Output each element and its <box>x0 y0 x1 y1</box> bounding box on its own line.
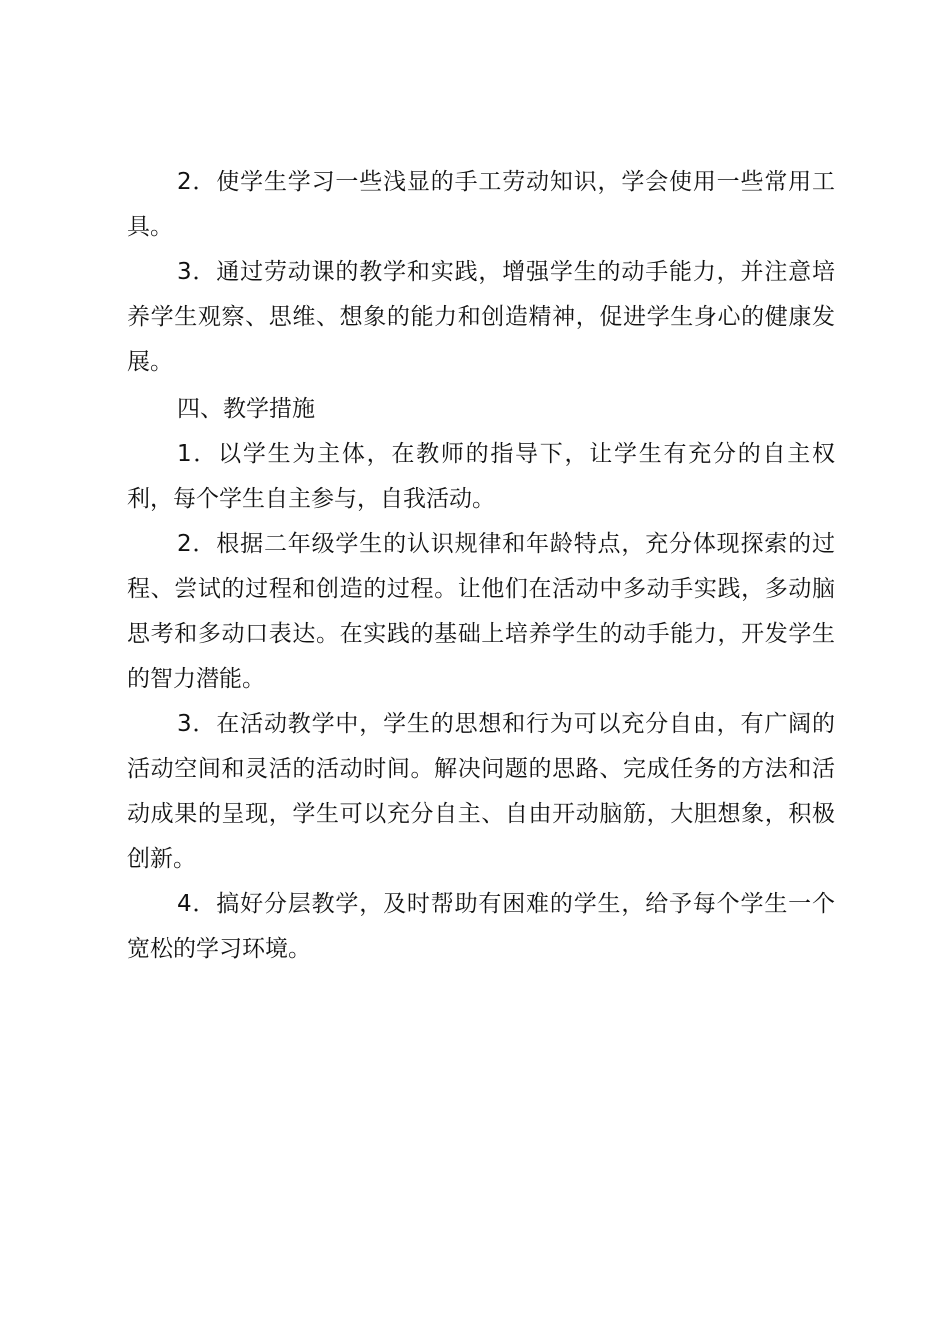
paragraph-measure-4: 4．搞好分层教学，及时帮助有困难的学生，给予每个学生一个宽松的学习环境。 <box>127 891 835 962</box>
paragraph-objective-2: 2．使学生学习一些浅显的手工劳动知识，学会使用一些常用工具。 <box>127 169 835 240</box>
paragraph-objective-3: 3．通过劳动课的教学和实践，增强学生的动手能力，并注意培养学生观察、思维、想象的能力和创造精神，促进学生身心的健康发展。 <box>127 259 835 375</box>
paragraph-measure-2: 2．根据二年级学生的认识规律和年龄特点，充分体现探索的过程、尝试的过程和创造的过程。让他们在活动中多动手实践，多动脑思考和多动口表达。在实践的基础上培养学生的动手能力，开发学生的智力潜能。 <box>127 531 835 692</box>
section-heading: 四、教学措施 <box>177 396 315 422</box>
paragraph-measure-1: 1．以学生为主体，在教师的指导下，让学生有充分的自主权利，每个学生自主参与，自我活动。 <box>127 441 835 512</box>
document-page <box>127 160 835 972</box>
paragraph-measure-3: 3．在活动教学中，学生的思想和行为可以充分自由，有广阔的活动空间和灵活的活动时间。解决问题的思路、完成任务的方法和活动成果的呈现，学生可以充分自主、自由开动脑筋，大胆想象，积极创新。 <box>127 711 835 872</box>
